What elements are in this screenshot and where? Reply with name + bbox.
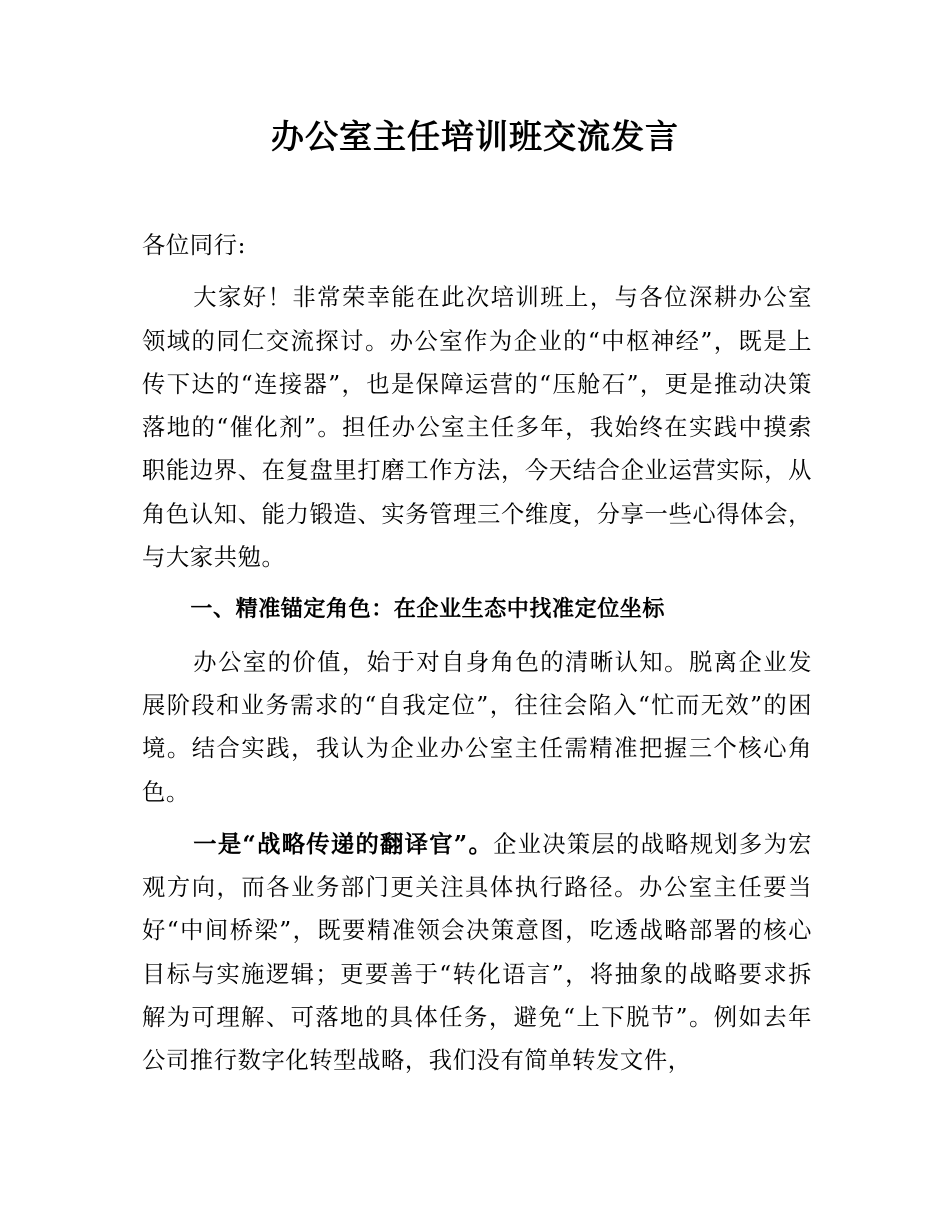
document-body [142,224,812,1092]
section-heading-1: 一、精准锚定角色：在企业生态中找准定位坐标 [190,597,665,623]
document-title: 办公室主任培训班交流发言 [271,117,679,156]
salutation: 各位同行: [142,232,247,259]
point-1-text: 企业决策层的战略规划多为宏观方向，而各业务部门更关注具体执行路径。办公室主任要当好“中间桥梁”，既要精准领会决策意图，吃透战略部署的核心目标与实施逻辑；更要善于“转化语言”，将抽象的战略要求拆解为可理解、可落地的具体任务，避免“上下脱节”。例如去年公司推行数字化转型战略，我们没有简单转发文件， [142,830,812,1075]
intro-paragraph: 大家好！非常荣幸能在此次培训班上，与各位深耕办公室领域的同仁交流探讨。办公室作为企业的“中枢神经”，既是上传下达的“连接器”，也是保障运营的“压舱石”，更是推动决策落地的“催化剂”。担任办公室主任多年，我始终在实践中摸索职能边界、在复盘里打磨工作方法，今天结合企业运营实际，从角色认知、能力锻造、实务管理三个维度，分享一些心得体会，与大家共勉。 [142,284,812,572]
point-1-paragraph [142,823,812,1083]
point-1-lead: 一是“战略传递的翻译官”。 [193,830,494,858]
section-1-paragraph: 办公室的价值，始于对自身角色的清晰认知。脱离企业发展阶段和业务需求的“自我定位”，往往会陷入“忙而无效”的困境。结合实践，我认为企业办公室主任需精准把握三个核心角色。 [142,648,812,806]
